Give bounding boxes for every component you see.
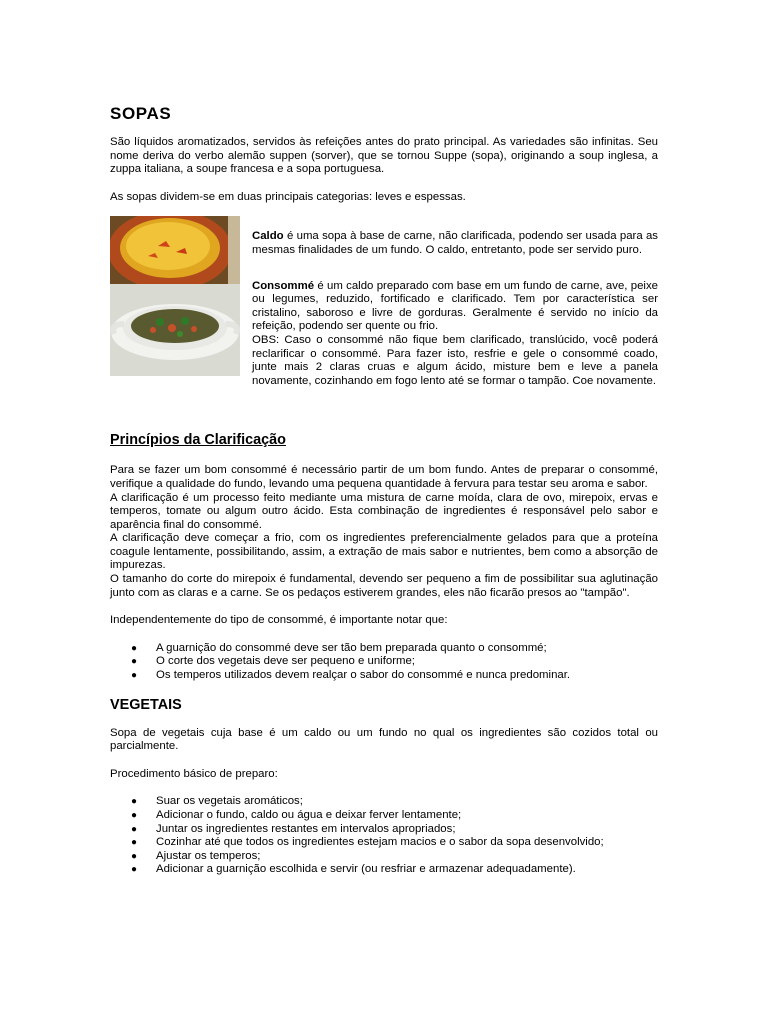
principios-paragraph-1: Para se fazer um bom consommé é necessário partir de um bom fundo. Antes de preparar o consommé, verifique a qualidade do fundo, levando uma pequena quantidade à fervura para testar seu aroma e sabor. xyxy=(110,464,658,490)
bullet-icon: ● xyxy=(131,850,138,862)
list-item: ● Adicionar o fundo, caldo ou água e deixar ferver lentamente; xyxy=(131,809,462,821)
principios-paragraph-2: A clarificação é um processo feito mediante uma mistura de carne moída, clara de ovo, mirepoix, ervas e temperos, tomate ou algum outro ácido. Esta combinação de ingredientes é responsável pelo sabor e aparência final do consommé. xyxy=(110,491,658,531)
consomme-soup-image xyxy=(110,284,240,376)
document-page xyxy=(110,104,658,877)
bullet-icon: ● xyxy=(131,670,138,682)
vegetais-lead: Procedimento básico de preparo: xyxy=(110,767,278,780)
principios-bullet-list xyxy=(110,642,658,683)
vegetais-intro-paragraph: Sopa de vegetais cuja base é um caldo ou um fundo no qual os ingredientes são cozidos total ou parcialmente. xyxy=(110,726,658,753)
principios-lead: Independentemente do tipo de consommé, é importante notar que: xyxy=(110,614,448,627)
section-title-sopas: SOPAS xyxy=(110,104,172,123)
sopas-intro-paragraph: São líquidos aromatizados, servidos às refeições antes do prato principal. As variedades são infinitas. Seu nome deriva do verbo alemão suppen (sorver), que se tornou Suppe (sopa), originando a soup inglesa, a zuppa italiana, a soupe francesa e a sopa portuguesa. xyxy=(110,136,658,176)
consomme-term: Consommé xyxy=(252,279,315,292)
list-item: ● A guarnição do consommé deve ser tão bem preparada quanto o consommé; xyxy=(131,641,547,654)
vegetais-bullet-list xyxy=(110,795,658,877)
list-item: ● Cozinhar até que todos os ingredientes estejam macios e o sabor da sopa desenvolvido; xyxy=(131,836,604,849)
section-title-principios: Princípios da Clarificação xyxy=(110,432,286,449)
soup-types-block xyxy=(110,216,658,388)
sopas-categories-paragraph: As sopas dividem-se em duas principais categorias: leves e espessas. xyxy=(110,190,466,203)
section-title-vegetais: VEGETAIS xyxy=(110,696,182,713)
consomme-definition: é um caldo preparado com base em um fundo de carne, ave, peixe ou legumes, reduzido, fortificado e clarificado. Tem por característica ser cristalino, saboroso e livre de gorduras. Geralmente é servido no início da refeição, podendo ser quente ou frio. xyxy=(252,279,658,333)
bullet-icon: ● xyxy=(131,642,138,654)
consomme-obs-paragraph: OBS: Caso o consommé não fique bem clarificado, translúcido, você poderá reclarificar o consommé. Para fazer isto, resfrie e gele o consommé coado, junte mais 2 claras cruas e algum ácido, misture bem e leve a panela novamente, cozinhando em fogo lento até se formar o tampão. Coe novamente. xyxy=(252,333,658,387)
caldo-definition: é uma sopa à base de carne, não clarificada, podendo ser usada para as mesmas finalidades de um fundo. O caldo, entretanto, pode ser servido puro. xyxy=(252,230,658,256)
bullet-icon: ● xyxy=(131,656,138,668)
bullet-icon: ● xyxy=(131,810,138,821)
list-item: ● Os temperos utilizados devem realçar o sabor do consommé e nunca predominar. xyxy=(131,669,571,682)
bullet-icon: ● xyxy=(131,796,138,808)
principios-paragraph-4: O tamanho do corte do mirepoix é fundamental, devendo ser pequeno a fim de possibilitar sua aglutinação junto com as claras e a carne. Se os pedaços estiverem grandes, eles não ficarão presos ao "tampão". xyxy=(110,573,658,599)
caldo-term: Caldo xyxy=(252,230,284,243)
list-item: ● Suar os vegetais aromáticos; xyxy=(131,795,303,808)
list-item: ● Adicionar a guarnição escolhida e servir (ou resfriar e armazenar adequadamente). xyxy=(131,863,576,876)
list-item: ● O corte dos vegetais deve ser pequeno e uniforme; xyxy=(131,655,415,668)
bullet-icon: ● xyxy=(131,864,138,876)
caldo-soup-image xyxy=(110,216,240,284)
bullet-icon: ● xyxy=(131,823,138,835)
principios-paragraph-3: A clarificação deve começar a frio, com os ingredientes preferencialmente gelados para que a proteína coagule lentamente, possibilitando, assim, a extração de mais sabor e nutrientes, bem como a absorção de impurezas. xyxy=(110,532,658,572)
list-item: ● Juntar os ingredientes restantes em intervalos apropriados; xyxy=(131,822,456,835)
list-item: ● Ajustar os temperos; xyxy=(131,849,261,862)
bullet-icon: ● xyxy=(131,837,138,849)
